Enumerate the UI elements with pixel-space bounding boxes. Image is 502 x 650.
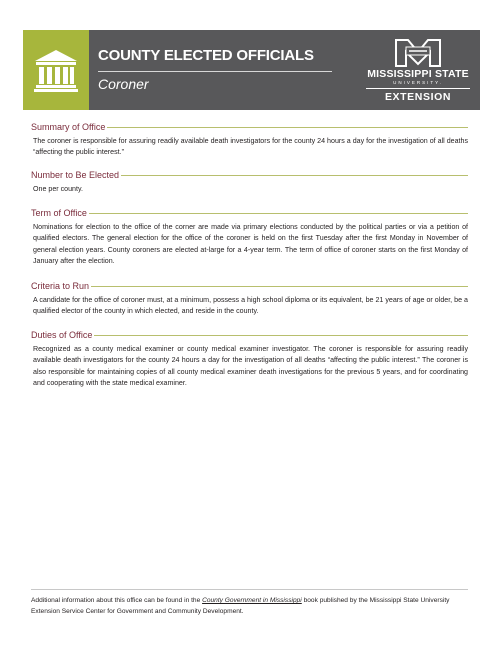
section-rule: [89, 213, 468, 214]
section-header: [31, 280, 468, 292]
section-body: One per county.: [33, 185, 83, 193]
section-rule: [94, 335, 468, 336]
section-header: [31, 121, 468, 133]
msu-extension-logo: [356, 30, 480, 110]
section-body: A candidate for the office of coroner must, at a minimum, possess a high school diploma or its equivalent, be 21 years of age or older, be a qualified elector of the county in which elected, and reside in the county.: [33, 296, 468, 316]
page-title: COUNTY ELECTED OFFICIALS: [98, 47, 314, 64]
logo-text-extension: EXTENSION: [384, 91, 452, 103]
section-header: [31, 207, 468, 219]
section-rule: [107, 127, 468, 128]
section-rule: [121, 175, 468, 176]
courthouse-icon-box: [23, 30, 89, 110]
section-term: [31, 207, 468, 267]
section-title: Term of Office: [31, 208, 87, 218]
section-title: Duties of Office: [31, 330, 93, 340]
section-number-elected: [31, 169, 468, 195]
section-body: Nominations for election to the office of the corner are made via primary elections conducted by the political parties or via a petition of qualified electors. The general election for the office of the coroner is held on the first Tuesday after the first Monday in November of general election years. County coroners are elected at-large for a 4-year term. The term of office of coroner starts on the first Monday of January after the election.: [33, 223, 468, 265]
logo-text-state: MISSISSIPPI STATE: [367, 68, 469, 80]
section-rule: [91, 286, 468, 287]
footer-text-after: book published by the Mississippi State University Extension Service Center for Government and Community Development.: [31, 597, 450, 615]
page-subtitle: Coroner: [98, 76, 149, 92]
title-divider: [98, 71, 332, 72]
footer-divider: [31, 589, 468, 590]
section-duties: [31, 329, 468, 389]
msu-m-logo-icon: [394, 38, 442, 68]
section-title: Number to Be Elected: [31, 170, 120, 180]
section-body: Recognized as a county medical examiner or county medical examiner investigator. The coroner is responsible for assuring readily available death investigators for the county 24 hours a day for the investigation of all deaths “affecting the public interest.” The coroner is also responsible for maintaining copies of all county medical examiner death investigations for the previous 5 years, and for coordinating and cooperating with the state medical examiner.: [33, 345, 468, 387]
footer-text-before: Additional information about this office can be found in the: [31, 597, 203, 604]
header-titles: [89, 30, 356, 110]
book-title-link[interactable]: County Government in Mississippi: [202, 597, 302, 604]
section-summary: [31, 121, 468, 159]
logo-text-university: UNIVERSITY.: [393, 80, 443, 85]
section-title: Criteria to Run: [31, 281, 90, 291]
section-title: Summary of Office: [31, 122, 106, 132]
courthouse-icon: [33, 47, 79, 93]
section-body: The coroner is responsible for assuring readily available death investigators for the county 24 hours a day for the investigation of all deaths “affecting the public interest.”: [33, 137, 468, 157]
section-criteria: [31, 280, 468, 318]
footer-note: [31, 595, 468, 617]
section-header: [31, 329, 468, 341]
section-header: [31, 169, 468, 181]
header-banner: [23, 30, 480, 110]
logo-divider: [366, 88, 470, 89]
